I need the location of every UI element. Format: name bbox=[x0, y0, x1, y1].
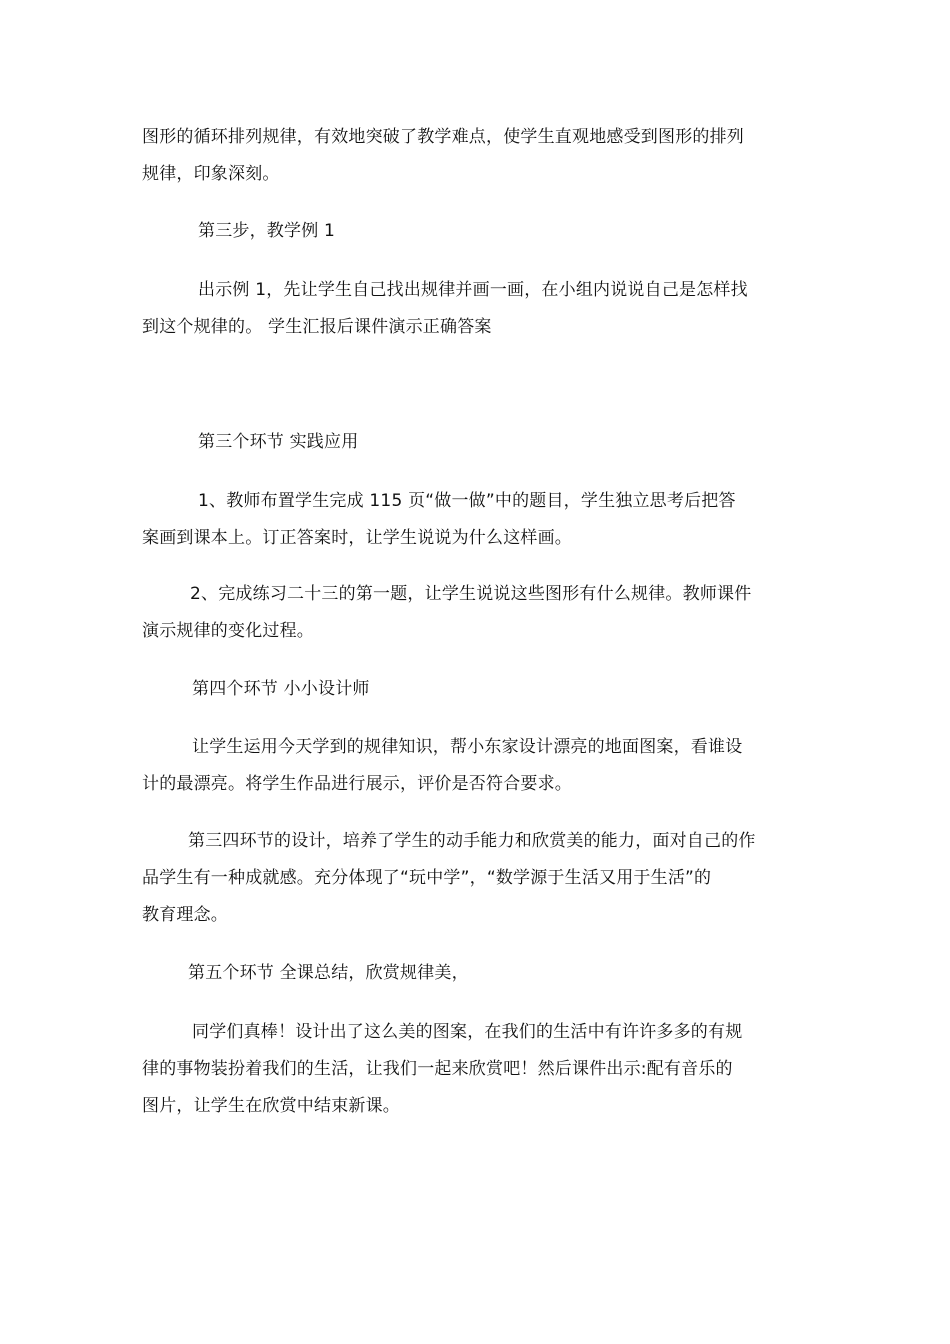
paragraph-line: 同学们真棒！设计出了这么美的图案，在我们的生活中有许许多多的有规 bbox=[192, 1022, 743, 1042]
paragraph-line: 教育理念。 bbox=[142, 905, 228, 925]
section-heading: 第三步，教学例 1 bbox=[198, 221, 336, 241]
paragraph-line: 律的事物装扮着我们的生活，让我们一起来欣赏吧！然后课件出示:配有音乐的 bbox=[142, 1059, 733, 1079]
paragraph-line: 第三四环节的设计，培养了学生的动手能力和欣赏美的能力，面对自己的作 bbox=[188, 831, 756, 851]
section-heading: 第四个环节 小小设计师 bbox=[192, 679, 370, 699]
paragraph-line: 出示例 1，先让学生自己找出规律并画一画，在小组内说说自己是怎样找 bbox=[198, 280, 748, 300]
paragraph-line: 1、教师布置学生完成 115 页“做一做”中的题目，学生独立思考后把答 bbox=[198, 491, 736, 511]
paragraph-line: 规律，印象深刻。 bbox=[142, 164, 280, 184]
paragraph-line: 案画到课本上。订正答案时，让学生说说为什么这样画。 bbox=[142, 528, 572, 548]
section-heading: 第五个环节 全课总结，欣赏规律美， bbox=[188, 963, 469, 983]
paragraph-line: 2、完成练习二十三的第一题，让学生说说这些图形有什么规律。教师课件 bbox=[190, 584, 752, 604]
paragraph-line: 到这个规律的。 学生汇报后课件演示正确答案 bbox=[142, 317, 492, 337]
section-heading: 第三个环节 实践应用 bbox=[198, 432, 359, 452]
paragraph-line: 演示规律的变化过程。 bbox=[142, 621, 314, 641]
paragraph-line: 图形的循环排列规律，有效地突破了教学难点，使学生直观地感受到图形的排列 bbox=[142, 127, 744, 147]
paragraph-line: 让学生运用今天学到的规律知识，帮小东家设计漂亮的地面图案，看谁设 bbox=[192, 737, 743, 757]
paragraph-line: 图片，让学生在欣赏中结束新课。 bbox=[142, 1096, 400, 1116]
paragraph-line: 计的最漂亮。将学生作品进行展示，评价是否符合要求。 bbox=[142, 774, 572, 794]
paragraph-line: 品学生有一种成就感。充分体现了“玩中学”，“数学源于生活又用于生活”的 bbox=[142, 868, 712, 888]
